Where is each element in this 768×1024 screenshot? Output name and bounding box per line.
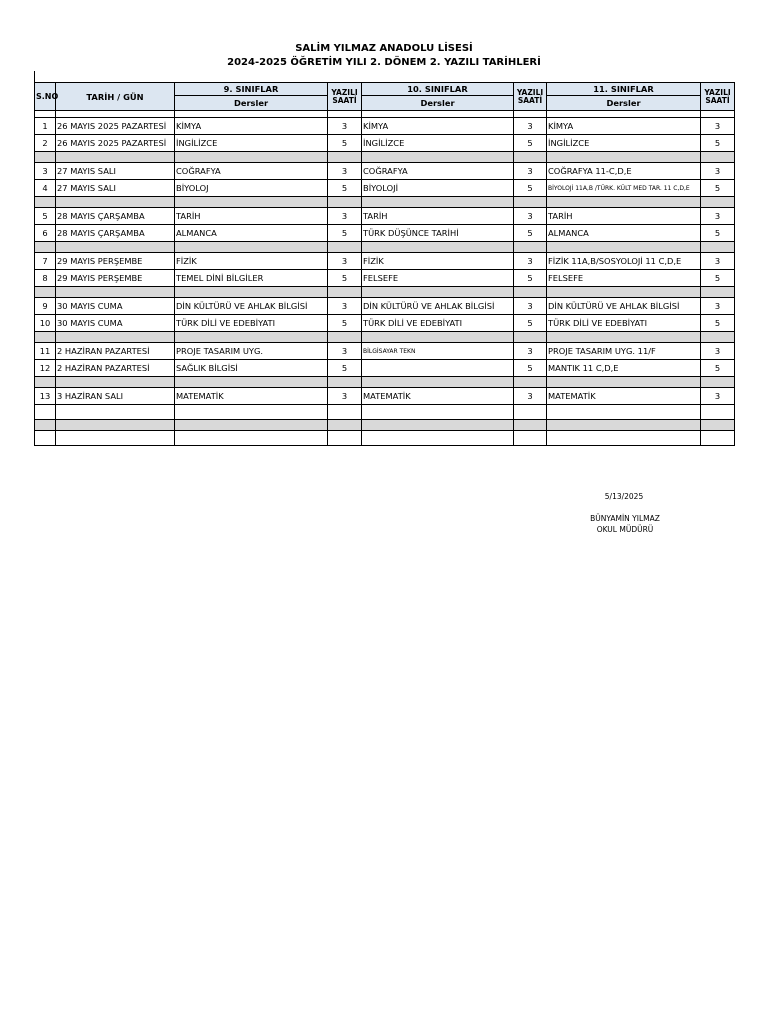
cell-c9: PROJE TASARIM UYG. <box>175 343 328 360</box>
cell-h11: 3 <box>701 388 735 405</box>
cell-c11: BİYOLOJİ 11A,B /TÜRK. KÜLT MED TAR. 11 C,D,E <box>547 180 701 197</box>
cell-h9: 5 <box>328 225 362 242</box>
cell-h11: 5 <box>701 135 735 152</box>
table-row <box>35 163 735 180</box>
cell-c10: MATEMATİK <box>362 388 514 405</box>
cell-c10: DİN KÜLTÜRÜ VE AHLAK BİLGİSİ <box>362 298 514 315</box>
cell-c9: MATEMATİK <box>175 388 328 405</box>
spacer-row <box>35 111 735 118</box>
cell-date: 28 MAYIS ÇARŞAMBA <box>56 208 175 225</box>
school-title: SALİM YILMAZ ANADOLU LİSESİ <box>295 43 473 54</box>
separator-row <box>35 287 735 298</box>
cell-c9: TARİH <box>175 208 328 225</box>
cell-h9: 5 <box>328 270 362 287</box>
separator-row <box>35 332 735 343</box>
cell-h9: 3 <box>328 163 362 180</box>
cell-h11: 5 <box>701 360 735 377</box>
cell-date: 26 MAYIS 2025 PAZARTESİ <box>56 118 175 135</box>
cell-date: 27 MAYIS SALI <box>56 180 175 197</box>
table-row <box>35 208 735 225</box>
cell-h10: 5 <box>514 135 547 152</box>
cell-date: 26 MAYIS 2025 PAZARTESİ <box>56 135 175 152</box>
separator-row <box>35 242 735 253</box>
cell-c10: KİMYA <box>362 118 514 135</box>
cell-c10: BİLGİSAYAR TEKN <box>362 343 514 360</box>
cell-h11: 5 <box>701 270 735 287</box>
header-hours-11: YAZILI SAATİ <box>701 83 735 111</box>
cell-c11: TARİH <box>547 208 701 225</box>
cell-h10: 5 <box>514 360 547 377</box>
principal-title: OKUL MÜDÜRÜ <box>596 525 654 534</box>
cell-h10: 3 <box>514 388 547 405</box>
cell-h10: 5 <box>514 225 547 242</box>
cell-c10: TÜRK DİLİ VE EDEBİYATI <box>362 315 514 332</box>
cell-c11: TÜRK DİLİ VE EDEBİYATI <box>547 315 701 332</box>
header-hours-10: YAZILI SAATİ <box>514 83 547 111</box>
cell-h11: 3 <box>701 253 735 270</box>
cell-c11: PROJE TASARIM UYG. 11/F <box>547 343 701 360</box>
empty-row <box>35 405 735 420</box>
cell-c10: COĞRAFYA <box>362 163 514 180</box>
cell-h10: 3 <box>514 343 547 360</box>
empty-row <box>35 431 735 446</box>
header-date: TARİH / GÜN <box>56 83 175 111</box>
cell-no: 13 <box>35 388 56 405</box>
cell-date: 30 MAYIS CUMA <box>56 315 175 332</box>
table-row <box>35 118 735 135</box>
cell-c11: MANTIK 11 C,D,E <box>547 360 701 377</box>
cell-h11: 3 <box>701 298 735 315</box>
header-grade-9: 9. SINIFLAR <box>175 83 328 96</box>
separator-row <box>35 152 735 163</box>
cell-h11: 3 <box>701 208 735 225</box>
cell-no: 4 <box>35 180 56 197</box>
cell-date: 27 MAYIS SALI <box>56 163 175 180</box>
cell-c11: DİN KÜLTÜRÜ VE AHLAK BİLGİSİ <box>547 298 701 315</box>
cell-no: 10 <box>35 315 56 332</box>
cell-c9: İNGİLİZCE <box>175 135 328 152</box>
cell-h10: 5 <box>514 315 547 332</box>
cell-no: 5 <box>35 208 56 225</box>
table-row <box>35 315 735 332</box>
header-lessons-9: Dersler <box>175 96 328 111</box>
table-row <box>35 253 735 270</box>
cell-h11: 5 <box>701 315 735 332</box>
cell-h10: 3 <box>514 163 547 180</box>
table-row <box>35 298 735 315</box>
cell-h9: 5 <box>328 360 362 377</box>
cell-h10: 5 <box>514 180 547 197</box>
table-row <box>35 225 735 242</box>
cell-c10: TARİH <box>362 208 514 225</box>
cell-no: 2 <box>35 135 56 152</box>
header-sno: S.NO <box>35 83 56 111</box>
cell-h11: 3 <box>701 343 735 360</box>
cell-c11: ALMANCA <box>547 225 701 242</box>
cell-date: 30 MAYIS CUMA <box>56 298 175 315</box>
cell-c9: TEMEL DİNİ BİLGİLER <box>175 270 328 287</box>
cell-c10: BİYOLOJİ <box>362 180 514 197</box>
document-date: 5/13/2025 <box>604 492 644 501</box>
cell-c9: BİYOLOJ <box>175 180 328 197</box>
cell-h10: 3 <box>514 298 547 315</box>
cell-c9: DİN KÜLTÜRÜ VE AHLAK BİLGİSİ <box>175 298 328 315</box>
cell-date: 28 MAYIS ÇARŞAMBA <box>56 225 175 242</box>
cell-c9: FİZİK <box>175 253 328 270</box>
cell-c10: İNGİLİZCE <box>362 135 514 152</box>
cell-h11: 5 <box>701 180 735 197</box>
cell-h9: 3 <box>328 343 362 360</box>
table-row <box>35 135 735 152</box>
cell-h11: 3 <box>701 163 735 180</box>
cell-c9: COĞRAFYA <box>175 163 328 180</box>
cell-h10: 5 <box>514 270 547 287</box>
cell-c11: MATEMATİK <box>547 388 701 405</box>
cell-c11: KİMYA <box>547 118 701 135</box>
separator-row <box>35 197 735 208</box>
cell-h11: 3 <box>701 118 735 135</box>
cell-c11: FİZİK 11A,B/SOSYOLOJİ 11 C,D,E <box>547 253 701 270</box>
header-lessons-11: Dersler <box>547 96 701 111</box>
cell-h9: 5 <box>328 180 362 197</box>
cell-c11: İNGİLİZCE <box>547 135 701 152</box>
cell-no: 7 <box>35 253 56 270</box>
cell-date: 3 HAZİRAN SALI <box>56 388 175 405</box>
cell-h9: 3 <box>328 118 362 135</box>
cell-no: 1 <box>35 118 56 135</box>
cell-h9: 5 <box>328 315 362 332</box>
cell-no: 9 <box>35 298 56 315</box>
cell-date: 29 MAYIS PERŞEMBE <box>56 270 175 287</box>
cell-c9: KİMYA <box>175 118 328 135</box>
table-row <box>35 360 735 377</box>
cell-c10 <box>362 360 514 377</box>
cell-c9: SAĞLIK BİLGİSİ <box>175 360 328 377</box>
header-grade-10: 10. SINIFLAR <box>362 83 514 96</box>
table-row <box>35 343 735 360</box>
table-row <box>35 180 735 197</box>
cell-c11: FELSEFE <box>547 270 701 287</box>
separator-row <box>35 377 735 388</box>
header-grade-11: 11. SINIFLAR <box>547 83 701 96</box>
cell-c11: COĞRAFYA 11-C,D,E <box>547 163 701 180</box>
cell-h10: 3 <box>514 118 547 135</box>
separator-row <box>35 420 735 431</box>
cell-h11: 5 <box>701 225 735 242</box>
exam-schedule-subtitle: 2024-2025 ÖĞRETİM YILI 2. DÖNEM 2. YAZILI TARİHLERİ <box>227 57 541 68</box>
cell-c10: FİZİK <box>362 253 514 270</box>
cell-h10: 3 <box>514 208 547 225</box>
cell-c9: ALMANCA <box>175 225 328 242</box>
cell-c10: TÜRK DÜŞÜNCE TARİHİ <box>362 225 514 242</box>
cell-date: 2 HAZİRAN PAZARTESİ <box>56 343 175 360</box>
header-row-grades <box>35 83 735 96</box>
header-hours-9: YAZILI SAATİ <box>328 83 362 111</box>
header-lessons-10: Dersler <box>362 96 514 111</box>
cell-h9: 3 <box>328 208 362 225</box>
cell-date: 29 MAYIS PERŞEMBE <box>56 253 175 270</box>
table-row <box>35 388 735 405</box>
cell-no: 8 <box>35 270 56 287</box>
cell-no: 12 <box>35 360 56 377</box>
principal-name: BÜNYAMİN YILMAZ <box>590 514 660 523</box>
cell-h9: 3 <box>328 388 362 405</box>
cell-h9: 5 <box>328 135 362 152</box>
cell-no: 11 <box>35 343 56 360</box>
cell-h10: 3 <box>514 253 547 270</box>
cell-c10: FELSEFE <box>362 270 514 287</box>
cell-h9: 3 <box>328 298 362 315</box>
exam-schedule-table <box>34 82 735 446</box>
cell-h9: 3 <box>328 253 362 270</box>
cell-no: 3 <box>35 163 56 180</box>
cell-no: 6 <box>35 225 56 242</box>
table-row <box>35 270 735 287</box>
cell-c9: TÜRK DİLİ VE EDEBİYATI <box>175 315 328 332</box>
cell-date: 2 HAZİRAN PAZARTESİ <box>56 360 175 377</box>
